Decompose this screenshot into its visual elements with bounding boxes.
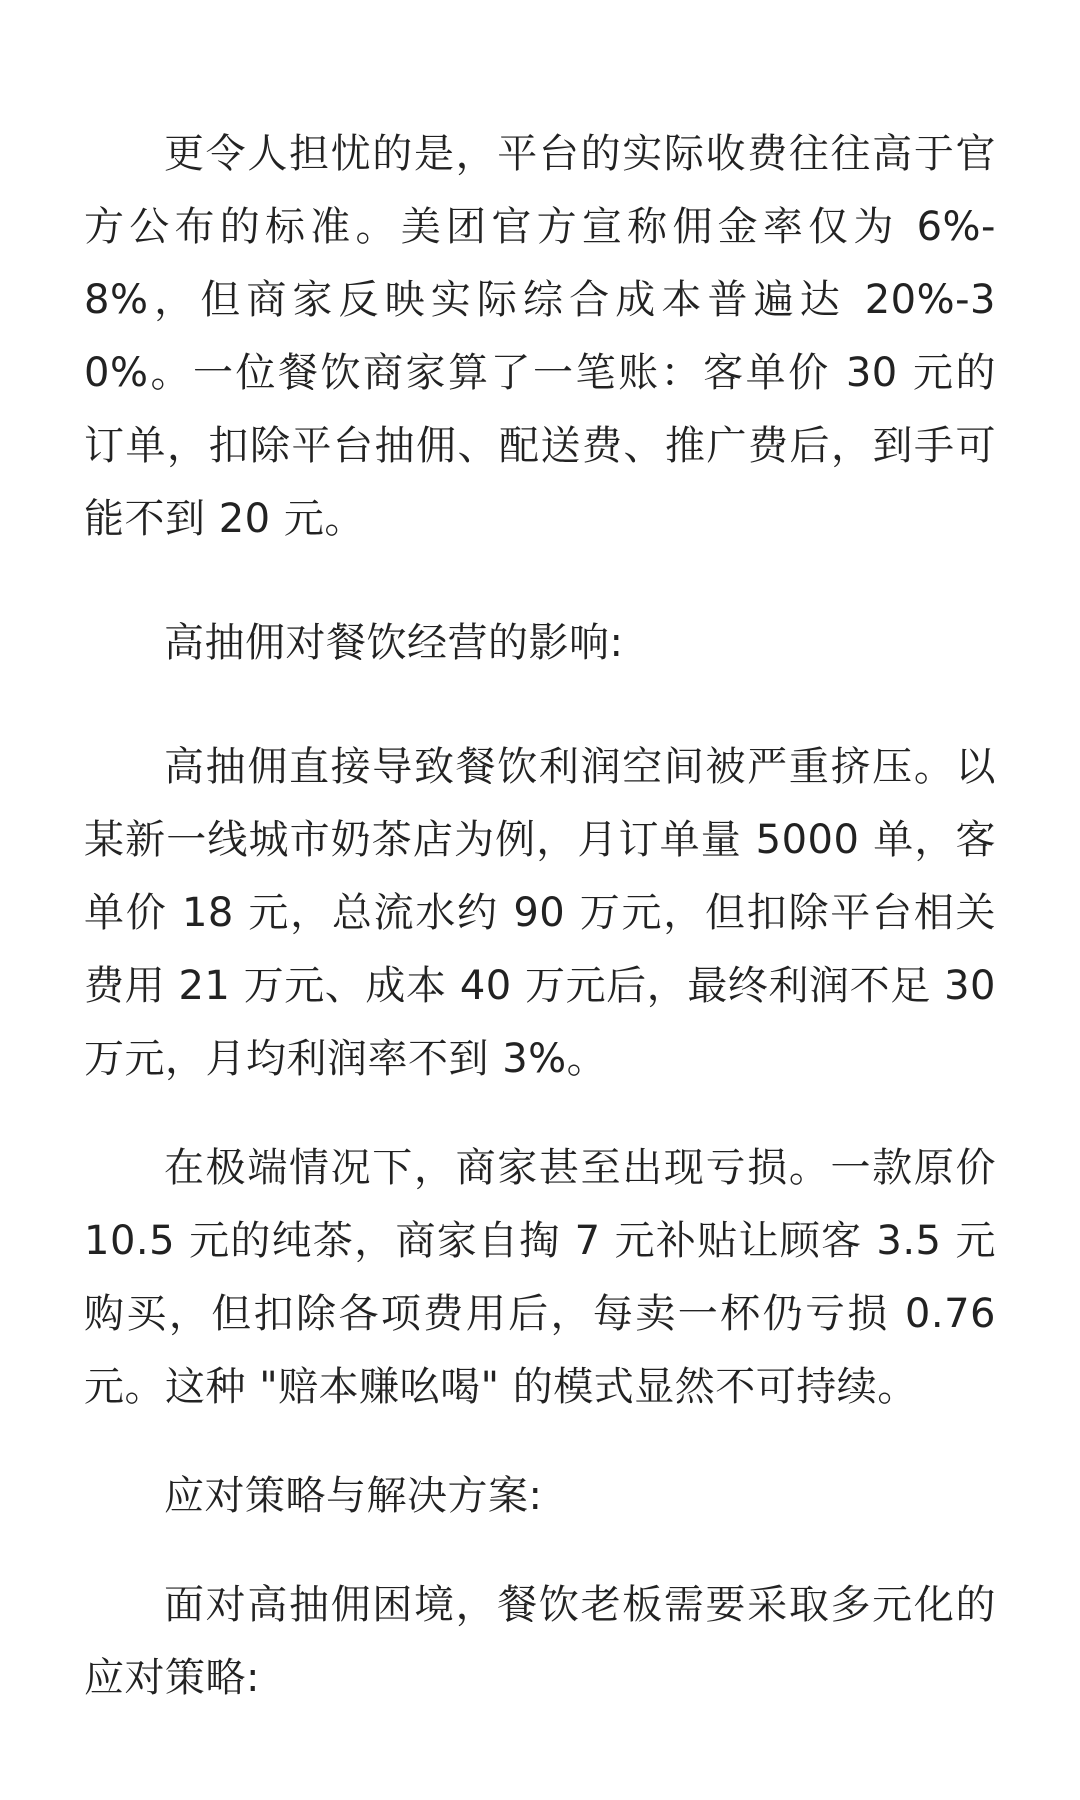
heading-impact: 高抽佣对餐饮经营的影响: xyxy=(164,620,624,666)
paragraph-losses: 在极端情况下，商家甚至出现亏损。一款原价 10.5 元的纯茶，商家自掏 7 元补贴让顾客 3.5 元购买，但扣除各项费用后，每卖一杯仍亏损 0.76 元。这种 "赔本赚吆喝" 的模式显然不可持续。 xyxy=(84,1145,996,1410)
paragraph-platform-fees: 更令人担忧的是，平台的实际收费往往高于官方公布的标准。美团官方宣称佣金率仅为 6%-8%，但商家反映实际综合成本普遍达 20%-30%。一位餐饮商家算了一笔账：客单价 30 元的订单，扣除平台抽佣、配送费、推广费后，到手可能不到 20 元。 xyxy=(84,131,996,542)
paragraph-profit-squeeze: 高抽佣直接导致餐饮利润空间被严重挤压。以某新一线城市奶茶店为例，月订单量 5000 单，客单价 18 元，总流水约 90 万元，但扣除平台相关费用 21 万元、成本 40 万元后，最终利润不足 30 万元，月均利润率不到 3%。 xyxy=(84,744,996,1082)
paragraph-strategy-intro: 面对高抽佣困境，餐饮老板需要采取多元化的应对策略: xyxy=(84,1582,996,1701)
article-body xyxy=(84,118,996,1715)
heading-strategies: 应对策略与解决方案: xyxy=(164,1473,543,1519)
